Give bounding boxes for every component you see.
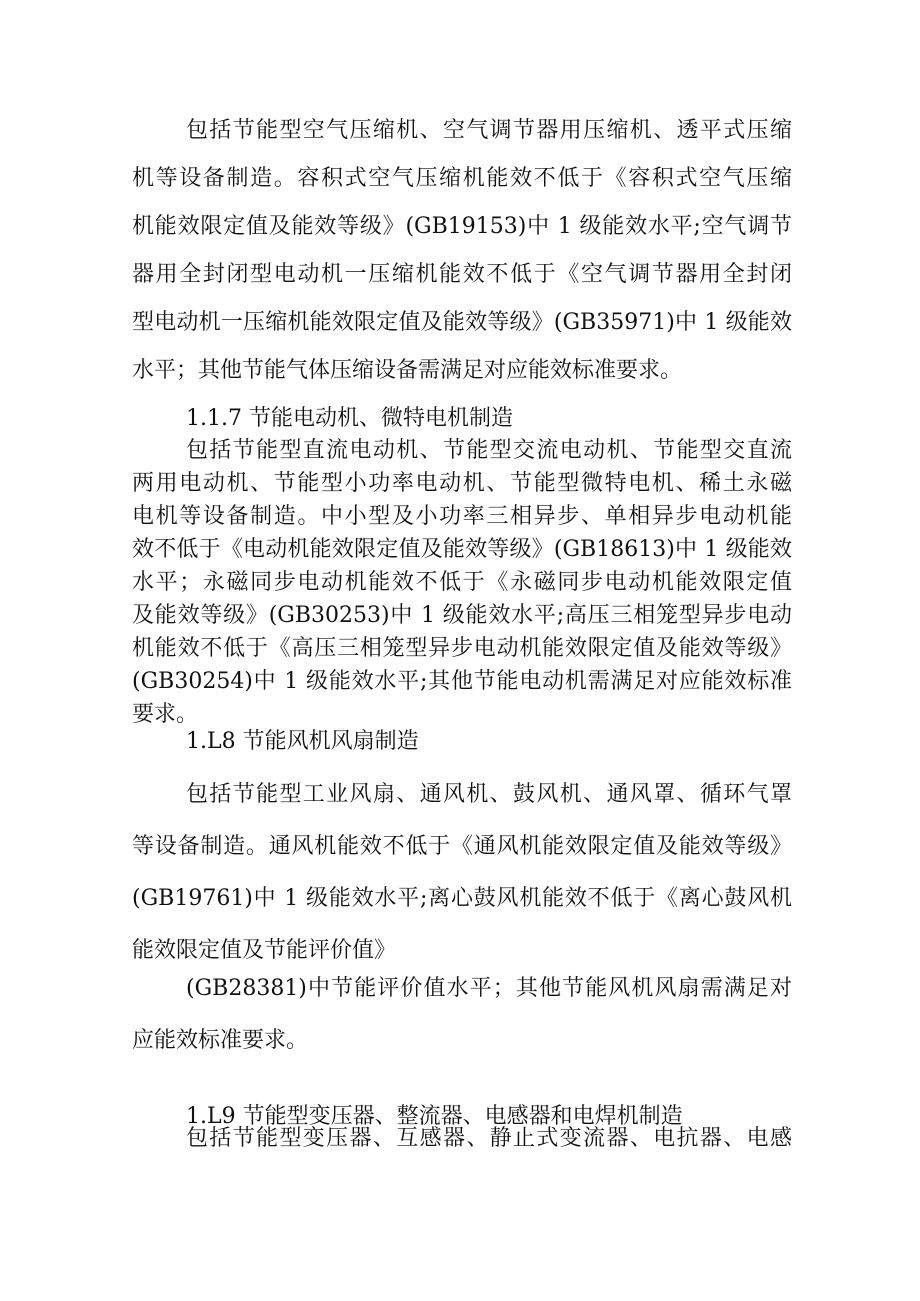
paragraph-fan-continued [132,963,792,1067]
text-line: 器用全封闭型电动机一压缩机能效不低于《空气调节器用全封闭 [132,262,792,287]
text-line: (GB28381)中节能评价值水平；其他节能风机风扇需满足对 [186,976,792,1001]
text-line: 型电动机一压缩机能效限定值及能效等级》(GB35971)中 1 级能效 [132,310,792,335]
text-line: 效不低于《电动机能效限定值及能效等级》(GB18613)中 1 级能效 [132,537,792,562]
section-heading: 1.L9 节能型变压器、整流器、电感器和电焊机制造 [186,1104,683,1129]
text-line: (GB30254)中 1 级能效水平;其他节能电动机需满足对应能效标准 [132,669,792,694]
text-line: 包括节能型变压器、互感器、静止式变流器、电抗器、电感 [186,1126,792,1151]
text-line: 要求。 [132,702,199,727]
text-line: 两用电动机、节能型小功率电动机、节能型微特电机、稀土永磁 [132,471,792,496]
paragraph-transformer [132,1113,792,1165]
text-line: 包括节能型直流电动机、节能型交流电动机、节能型交直流 [186,438,792,463]
text-line: 应能效标准要求。 [132,1028,309,1053]
paragraph-compressor [132,107,792,395]
text-line: 机能效限定值及能效等级》(GB19153)中 1 级能效水平;空气调节 [132,214,792,239]
text-line: 电机等设备制造。中小型及小功率三相异步、单相异步电动机能 [132,504,792,529]
text-line: 机能效不低于《高压三相笼型异步电动机能效限定值及能效等级》 [132,636,792,661]
text-line: 水平；永磁同步电动机能效不低于《永磁同步电动机能效限定值 [132,570,792,595]
paragraph-motor [132,434,792,731]
text-line: 能效限定值及节能评价值》 [132,938,397,963]
section-heading: 1.1.7 节能电动机、微特电机制造 [186,406,513,431]
text-line: 包括节能型空气压缩机、空气调节器用压缩机、透平式压缩 [186,118,792,143]
paragraph-fan [132,769,792,977]
text-line: 水平；其他节能气体压缩设备需满足对应能效标准要求。 [132,358,683,383]
text-line: 等设备制造。通风机能效不低于《通风机能效限定值及能效等级》 [132,834,792,859]
text-line: (GB19761)中 1 级能效水平;离心鼓风机能效不低于《离心鼓风机 [132,886,792,911]
section-heading-1-1-7 [132,399,792,439]
section-heading-1-l8 [132,720,792,764]
text-line: 机等设备制造。容积式空气压缩机能效不低于《容积式空气压缩 [132,166,792,191]
text-line: 包括节能型工业风扇、通风机、鼓风机、通风罩、循环气罩 [186,782,792,807]
section-heading: 1.L8 节能风机风扇制造 [186,729,419,754]
text-line: 及能效等级》(GB30253)中 1 级能效水平;高压三相笼型异步电动 [132,603,792,628]
